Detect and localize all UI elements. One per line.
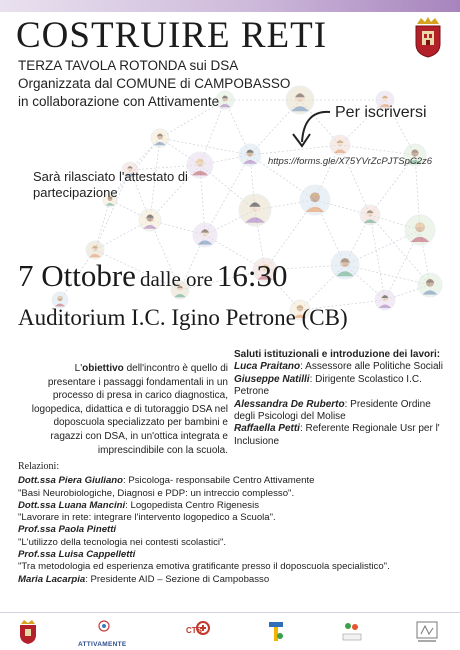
objective-paragraph [26,362,228,457]
subtitle-collaboration: in collaborazione con Attivamente [18,94,220,109]
speaker-role: : Assessore alle Politiche Sociali [300,361,443,373]
speaker-name: Alessandra De Ruberto [234,398,345,410]
person-avatar-icon [239,144,261,166]
speaker-role: : Presidente Ordine degli Psicologi del Molise [234,398,431,423]
event-venue: Auditorium I.C. Igino Petrone (CB) [18,305,348,330]
person-avatar-icon [375,290,395,310]
person-avatar-icon [300,185,330,215]
attivamente-logo-icon [78,620,130,648]
event-date-time [18,258,287,294]
person-avatar-icon [151,129,169,147]
person-avatar-icon [239,194,271,226]
talk-role: : Psicologa- responsabile Centro Attivamente [123,475,315,487]
talk-item [18,549,448,574]
talk-speaker: Prof.ssa Luisa Cappelletti [18,549,136,561]
speaker-role: : Dirigente Scolastico I.C. Petrone [234,373,422,398]
event-time: 16:30 [216,258,288,293]
welcome-section [234,349,444,448]
welcome-speaker [234,374,444,399]
person-avatar-icon [360,205,380,225]
talk-item [18,574,448,586]
talk-topic: "Basi Neurobiologiche, Diagnosi e PDP: un intreccio complesso". [18,487,295,499]
welcome-speaker [234,361,444,373]
subtitle-roundtable: TERZA TAVOLA ROTONDA sui DSA [18,58,239,73]
talks-section [18,461,448,586]
objective-prefix: L' [74,363,83,374]
campobasso-crest-icon [411,16,445,58]
talk-item [18,524,448,549]
cts-logo-text: CTS [186,626,202,635]
welcome-speaker [234,399,444,424]
speaker-role: : Referente Regionale Usr per l' Inclusione [234,423,440,447]
footer-divider [0,612,460,613]
aid-logo-icon [340,620,364,644]
top-color-band [0,0,460,12]
speaker-name: Luca Praitano [234,361,301,373]
person-avatar-icon [418,273,442,297]
person-avatar-icon [331,251,359,279]
talk-speaker: Dott.ssa Piera Giuliano [18,475,124,487]
talk-role: : Logopedista Centro Rigenesis [125,499,260,511]
attivamente-logo-text: ATTIVAMENTE [78,641,127,648]
talk-speaker: Prof.ssa Paola Pinetti [18,524,117,536]
talk-item [18,500,448,525]
speaker-name: Giuseppe Natilli [234,373,310,385]
event-date: 7 Ottobre [18,258,136,293]
cts-logo-icon [186,620,212,644]
page-title: COSTRUIRE RETI [16,15,328,56]
talk-topic: "L'utilizzo della tecnologia nei contesti scolastici". [18,536,227,548]
speaker-name: Raffaella Petti [234,423,300,435]
talk-speaker: Dott.ssa Luana Mancini [18,499,126,511]
register-label: Per iscriversi [335,104,427,121]
talk-speaker: Maria Lacarpia [18,573,86,585]
welcome-speaker [234,423,444,448]
person-avatar-icon [193,223,217,247]
school-logo-icon [266,620,286,644]
psychologists-order-logo-icon [414,620,440,644]
objective-text: dell'incontro è quello di presentare i passaggi fondamentali in un processo di presa in carico diagnostica, logopedica, didattica e di tutoraggio DSA nel doposcuola specializzato per bambini e ragazzi con DSA, in un'ottica integrata e imprescindibile con la scuola. [31,363,228,456]
person-avatar-icon [405,215,435,245]
event-time-label: dalle ore [139,267,213,291]
welcome-heading: Saluti istituzionali e introduzione dei lavori: [234,349,441,360]
subtitle-organizer: Organizzata dal COMUNE di CAMPOBASSO [18,76,291,91]
talk-topic: "Tra metodologia ed esperienza emotiva gratificante presso il doposcuola specialistico". [18,561,390,573]
objective-keyword: obiettivo [82,363,124,374]
curved-arrow-icon [284,108,334,152]
certificate-note: Sarà rilasciato l'attestato di partecipazione [33,169,188,200]
talk-role: : Presidente AID – Sezione di Campobasso [85,573,270,585]
registration-link[interactable]: https://forms.gle/X75YVrZcPJTSpC2z6 [268,156,433,167]
talk-item [18,475,448,500]
network-connection [370,215,385,300]
talk-topic: "Lavorare in rete: integrare l'intervento logopedico a Scuola". [18,512,276,524]
comune-crest-logo-icon [18,620,38,644]
person-avatar-icon [139,209,161,231]
person-avatar-icon [86,241,104,259]
talks-heading: Relazioni: [18,461,60,472]
